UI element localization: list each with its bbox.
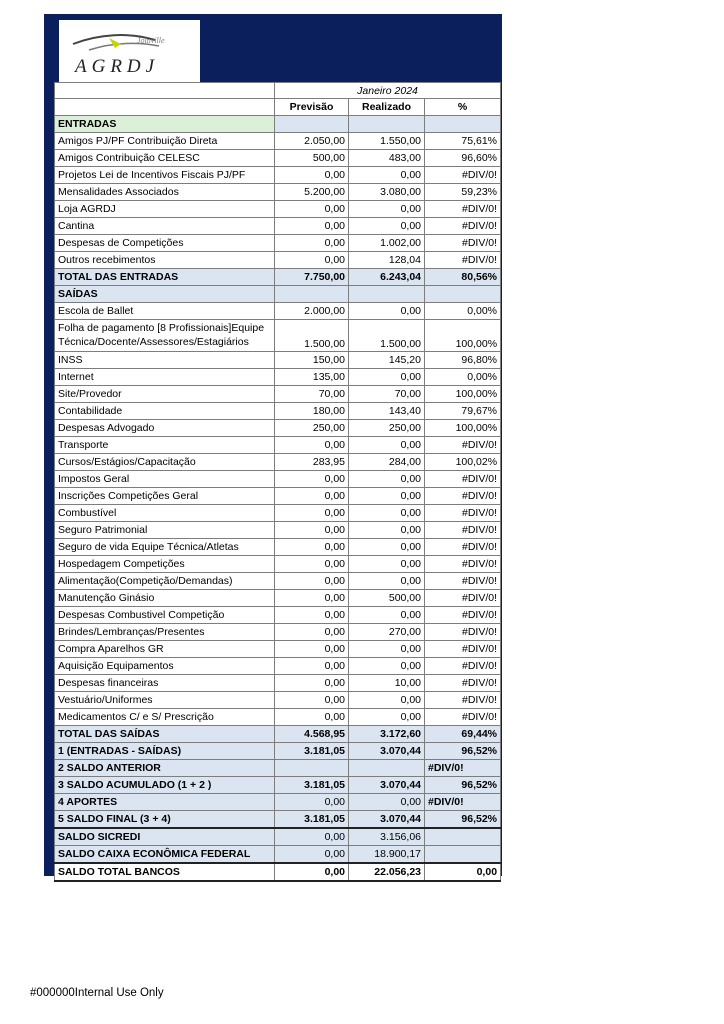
pct-cell: #DIV/0! bbox=[425, 539, 501, 556]
row-label: 5 SALDO FINAL (3 + 4) bbox=[55, 811, 275, 829]
table-row bbox=[55, 437, 501, 454]
col-previsao: Previsão bbox=[275, 99, 349, 116]
row-label: Mensalidades Associados bbox=[55, 184, 275, 201]
previsao-cell: 0,00 bbox=[275, 624, 349, 641]
previsao-cell: 0,00 bbox=[275, 794, 349, 811]
previsao-cell: 0,00 bbox=[275, 235, 349, 252]
row-label: Transporte bbox=[55, 437, 275, 454]
pct-cell: #DIV/0! bbox=[425, 471, 501, 488]
entradas-rows bbox=[55, 133, 501, 269]
pct-cell: #DIV/0! bbox=[425, 692, 501, 709]
saldo-final-row bbox=[55, 811, 501, 829]
realizado-cell: 6.243,04 bbox=[349, 269, 425, 286]
previsao-cell: 7.750,00 bbox=[275, 269, 349, 286]
previsao-cell: 0,00 bbox=[275, 590, 349, 607]
realizado-cell: 3.172,60 bbox=[349, 726, 425, 743]
previsao-cell: 4.568,95 bbox=[275, 726, 349, 743]
previsao-cell: 70,00 bbox=[275, 386, 349, 403]
previsao-cell: 180,00 bbox=[275, 403, 349, 420]
row-label: Manutenção Ginásio bbox=[55, 590, 275, 607]
table-row bbox=[55, 320, 501, 352]
table-row bbox=[55, 252, 501, 269]
pct-cell: 0,00% bbox=[425, 303, 501, 320]
realizado-cell: 128,04 bbox=[349, 252, 425, 269]
pct-cell: #DIV/0! bbox=[425, 794, 501, 811]
realizado-cell: 0,00 bbox=[349, 692, 425, 709]
entradas-minus-saidas-row bbox=[55, 743, 501, 760]
realizado-cell: 483,00 bbox=[349, 150, 425, 167]
total-saidas-row bbox=[55, 726, 501, 743]
table-row bbox=[55, 505, 501, 522]
table-row bbox=[55, 235, 501, 252]
saidas-label: SAÍDAS bbox=[55, 286, 275, 303]
realizado-cell: 0,00 bbox=[349, 437, 425, 454]
previsao-cell: 2.000,00 bbox=[275, 303, 349, 320]
row-label: SALDO TOTAL BANCOS bbox=[55, 863, 275, 881]
realizado-cell: 0,00 bbox=[349, 369, 425, 386]
realizado-cell: 143,40 bbox=[349, 403, 425, 420]
realizado-cell: 0,00 bbox=[349, 201, 425, 218]
table-row bbox=[55, 352, 501, 369]
realizado-cell: 270,00 bbox=[349, 624, 425, 641]
previsao-cell: 0,00 bbox=[275, 201, 349, 218]
table-row bbox=[55, 184, 501, 201]
realizado-cell: 0,00 bbox=[349, 303, 425, 320]
realizado-cell: 0,00 bbox=[349, 658, 425, 675]
previsao-cell bbox=[275, 760, 349, 777]
saldo-total-bancos-row bbox=[55, 863, 501, 881]
table-row bbox=[55, 607, 501, 624]
row-label: Seguro Patrimonial bbox=[55, 522, 275, 539]
previsao-cell: 150,00 bbox=[275, 352, 349, 369]
realizado-cell: 3.070,44 bbox=[349, 777, 425, 794]
realizado-cell: 1.002,00 bbox=[349, 235, 425, 252]
saldo-anterior-row bbox=[55, 760, 501, 777]
row-label: Cantina bbox=[55, 218, 275, 235]
row-label: 3 SALDO ACUMULADO (1 + 2 ) bbox=[55, 777, 275, 794]
row-label: TOTAL DAS SAÍDAS bbox=[55, 726, 275, 743]
pct-cell: 80,56% bbox=[425, 269, 501, 286]
row-label: 1 (ENTRADAS - SAÍDAS) bbox=[55, 743, 275, 760]
realizado-cell: 0,00 bbox=[349, 794, 425, 811]
row-label: Site/Provedor bbox=[55, 386, 275, 403]
table-row bbox=[55, 692, 501, 709]
table-row bbox=[55, 386, 501, 403]
pct-cell: 0,00% bbox=[425, 369, 501, 386]
row-label: Despesas financeiras bbox=[55, 675, 275, 692]
realizado-cell: 0,00 bbox=[349, 709, 425, 726]
row-label: SALDO SICREDI bbox=[55, 828, 275, 846]
pct-cell: #DIV/0! bbox=[425, 522, 501, 539]
realizado-cell: 18.900,17 bbox=[349, 846, 425, 864]
row-label: 2 SALDO ANTERIOR bbox=[55, 760, 275, 777]
table-row bbox=[55, 522, 501, 539]
logo-script-text: Joinville bbox=[137, 36, 165, 45]
previsao-cell: 2.050,00 bbox=[275, 133, 349, 150]
table-row bbox=[55, 403, 501, 420]
previsao-cell: 250,00 bbox=[275, 420, 349, 437]
period-label: Janeiro 2024 bbox=[275, 83, 501, 99]
previsao-cell: 0,00 bbox=[275, 471, 349, 488]
table-row bbox=[55, 709, 501, 726]
table-row bbox=[55, 624, 501, 641]
entradas-label: ENTRADAS bbox=[55, 116, 275, 133]
table-row bbox=[55, 471, 501, 488]
previsao-cell: 0,00 bbox=[275, 488, 349, 505]
row-label: SALDO CAIXA ECONÔMICA FEDERAL bbox=[55, 846, 275, 864]
pct-cell: #DIV/0! bbox=[425, 556, 501, 573]
realizado-cell: 500,00 bbox=[349, 590, 425, 607]
pct-cell: 100,00% bbox=[425, 386, 501, 403]
saidas-header-row bbox=[55, 286, 501, 303]
row-label: TOTAL DAS ENTRADAS bbox=[55, 269, 275, 286]
previsao-cell: 0,00 bbox=[275, 863, 349, 881]
row-label: Medicamentos C/ e S/ Prescrição bbox=[55, 709, 275, 726]
realizado-cell: 0,00 bbox=[349, 573, 425, 590]
footer-note: #000000Internal Use Only bbox=[30, 987, 164, 999]
previsao-cell: 135,00 bbox=[275, 369, 349, 386]
previsao-cell: 0,00 bbox=[275, 658, 349, 675]
entradas-header-row bbox=[55, 116, 501, 133]
total-entradas-row bbox=[55, 269, 501, 286]
table-row bbox=[55, 658, 501, 675]
row-label: Projetos Lei de Incentivos Fiscais PJ/PF bbox=[55, 167, 275, 184]
col-pct: % bbox=[425, 99, 501, 116]
realizado-cell: 0,00 bbox=[349, 471, 425, 488]
pct-cell: #DIV/0! bbox=[425, 760, 501, 777]
previsao-cell: 3.181,05 bbox=[275, 777, 349, 794]
row-label: Impostos Geral bbox=[55, 471, 275, 488]
previsao-cell: 0,00 bbox=[275, 675, 349, 692]
logo-wordmark: AGRDJ bbox=[75, 56, 160, 77]
pct-cell: #DIV/0! bbox=[425, 252, 501, 269]
realizado-cell: 70,00 bbox=[349, 386, 425, 403]
row-label: Contabilidade bbox=[55, 403, 275, 420]
saldo-acumulado-row bbox=[55, 777, 501, 794]
pct-cell: #DIV/0! bbox=[425, 573, 501, 590]
previsao-cell: 0,00 bbox=[275, 167, 349, 184]
row-label: Amigos Contribuição CELESC bbox=[55, 150, 275, 167]
pct-cell: 79,67% bbox=[425, 403, 501, 420]
pct-cell: #DIV/0! bbox=[425, 590, 501, 607]
col-realizado: Realizado bbox=[349, 99, 425, 116]
row-label: Folha de pagamento [8 Profissionais]Equipe Técnica/Docente/Assessores/Estagiários bbox=[55, 320, 275, 352]
pct-cell: #DIV/0! bbox=[425, 709, 501, 726]
pct-cell: #DIV/0! bbox=[425, 658, 501, 675]
previsao-cell: 0,00 bbox=[275, 252, 349, 269]
pct-cell: #DIV/0! bbox=[425, 607, 501, 624]
row-label: Escola de Ballet bbox=[55, 303, 275, 320]
table-row bbox=[55, 641, 501, 658]
row-label: Brindes/Lembranças/Presentes bbox=[55, 624, 275, 641]
pct-cell: #DIV/0! bbox=[425, 488, 501, 505]
row-label: Cursos/Estágios/Capacitação bbox=[55, 454, 275, 471]
realizado-cell: 250,00 bbox=[349, 420, 425, 437]
row-label: Alimentação(Competição/Demandas) bbox=[55, 573, 275, 590]
previsao-cell: 0,00 bbox=[275, 437, 349, 454]
pct-cell: 75,61% bbox=[425, 133, 501, 150]
table-row bbox=[55, 454, 501, 471]
realizado-cell: 284,00 bbox=[349, 454, 425, 471]
previsao-cell: 1.500,00 bbox=[275, 320, 349, 352]
realizado-cell: 0,00 bbox=[349, 488, 425, 505]
table-row bbox=[55, 369, 501, 386]
realizado-cell: 145,20 bbox=[349, 352, 425, 369]
row-label: Vestuário/Uniformes bbox=[55, 692, 275, 709]
pct-cell: #DIV/0! bbox=[425, 167, 501, 184]
previsao-cell: 0,00 bbox=[275, 709, 349, 726]
row-label: Outros recebimentos bbox=[55, 252, 275, 269]
previsao-cell: 500,00 bbox=[275, 150, 349, 167]
previsao-cell: 0,00 bbox=[275, 539, 349, 556]
table-row bbox=[55, 488, 501, 505]
previsao-cell: 0,00 bbox=[275, 522, 349, 539]
pct-cell: 96,80% bbox=[425, 352, 501, 369]
pct-cell: #DIV/0! bbox=[425, 201, 501, 218]
saldo-caixa-row bbox=[55, 846, 501, 864]
table-row bbox=[55, 150, 501, 167]
previsao-cell: 0,00 bbox=[275, 692, 349, 709]
pct-cell: #DIV/0! bbox=[425, 675, 501, 692]
row-label: Aquisição Equipamentos bbox=[55, 658, 275, 675]
pct-cell: 96,60% bbox=[425, 150, 501, 167]
cash-flow-table bbox=[54, 82, 501, 882]
realizado-cell: 1.550,00 bbox=[349, 133, 425, 150]
pct-cell: 96,52% bbox=[425, 743, 501, 760]
pct-cell: #DIV/0! bbox=[425, 624, 501, 641]
pct-cell: #DIV/0! bbox=[425, 235, 501, 252]
realizado-cell: 0,00 bbox=[349, 167, 425, 184]
realizado-cell: 0,00 bbox=[349, 556, 425, 573]
period-row bbox=[55, 83, 501, 99]
pct-cell: #DIV/0! bbox=[425, 505, 501, 522]
previsao-cell: 0,00 bbox=[275, 641, 349, 658]
realizado-cell: 0,00 bbox=[349, 539, 425, 556]
pct-cell: 96,52% bbox=[425, 777, 501, 794]
pct-cell: #DIV/0! bbox=[425, 641, 501, 658]
pct-cell: 59,23% bbox=[425, 184, 501, 201]
realizado-cell: 3.070,44 bbox=[349, 743, 425, 760]
pct-cell: 100,00% bbox=[425, 320, 501, 352]
row-label: Combustível bbox=[55, 505, 275, 522]
table-row bbox=[55, 133, 501, 150]
realizado-cell: 3.080,00 bbox=[349, 184, 425, 201]
row-label: Loja AGRDJ bbox=[55, 201, 275, 218]
pct-cell: 0,00 bbox=[425, 863, 501, 881]
row-label: Inscrições Competições Geral bbox=[55, 488, 275, 505]
column-header-row bbox=[55, 99, 501, 116]
saidas-rows bbox=[55, 352, 501, 726]
agrdj-logo bbox=[59, 20, 200, 82]
table-row bbox=[55, 590, 501, 607]
previsao-cell: 0,00 bbox=[275, 573, 349, 590]
table-row bbox=[55, 573, 501, 590]
previsao-cell: 0,00 bbox=[275, 505, 349, 522]
realizado-cell: 22.056,23 bbox=[349, 863, 425, 881]
realizado-cell: 3.156,06 bbox=[349, 828, 425, 846]
table-row bbox=[55, 539, 501, 556]
table-row bbox=[55, 675, 501, 692]
pct-cell: 96,52% bbox=[425, 811, 501, 829]
realizado-cell: 0,00 bbox=[349, 522, 425, 539]
row-label: 4 APORTES bbox=[55, 794, 275, 811]
row-label: Despesas Combustivel Competição bbox=[55, 607, 275, 624]
pct-cell: #DIV/0! bbox=[425, 218, 501, 235]
pct-cell: 69,44% bbox=[425, 726, 501, 743]
previsao-cell: 0,00 bbox=[275, 556, 349, 573]
table-row bbox=[55, 556, 501, 573]
pct-cell: #DIV/0! bbox=[425, 437, 501, 454]
table-row bbox=[55, 420, 501, 437]
realizado-cell: 0,00 bbox=[349, 607, 425, 624]
row-label: Amigos PJ/PF Contribuição Direta bbox=[55, 133, 275, 150]
table-row bbox=[55, 303, 501, 320]
pct-cell: 100,00% bbox=[425, 420, 501, 437]
row-label: Despesas Advogado bbox=[55, 420, 275, 437]
previsao-cell: 0,00 bbox=[275, 218, 349, 235]
table-row bbox=[55, 167, 501, 184]
previsao-cell: 0,00 bbox=[275, 607, 349, 624]
realizado-cell bbox=[349, 760, 425, 777]
realizado-cell: 3.070,44 bbox=[349, 811, 425, 829]
realizado-cell: 0,00 bbox=[349, 505, 425, 522]
row-label: Seguro de vida Equipe Técnica/Atletas bbox=[55, 539, 275, 556]
row-label: Despesas de Competições bbox=[55, 235, 275, 252]
previsao-cell: 5.200,00 bbox=[275, 184, 349, 201]
previsao-cell: 3.181,05 bbox=[275, 743, 349, 760]
realizado-cell: 0,00 bbox=[349, 641, 425, 658]
previsao-cell: 3.181,05 bbox=[275, 811, 349, 829]
previsao-cell: 0,00 bbox=[275, 828, 349, 846]
previsao-cell: 283,95 bbox=[275, 454, 349, 471]
report-sheet bbox=[44, 14, 502, 876]
realizado-cell: 10,00 bbox=[349, 675, 425, 692]
row-label: INSS bbox=[55, 352, 275, 369]
aportes-row bbox=[55, 794, 501, 811]
realizado-cell: 0,00 bbox=[349, 218, 425, 235]
saldo-sicredi-row bbox=[55, 828, 501, 846]
realizado-cell: 1.500,00 bbox=[349, 320, 425, 352]
previsao-cell: 0,00 bbox=[275, 846, 349, 864]
pct-cell: 100,02% bbox=[425, 454, 501, 471]
row-label: Internet bbox=[55, 369, 275, 386]
row-label: Hospedagem Competições bbox=[55, 556, 275, 573]
table-row bbox=[55, 201, 501, 218]
row-label: Compra Aparelhos GR bbox=[55, 641, 275, 658]
table-row bbox=[55, 218, 501, 235]
